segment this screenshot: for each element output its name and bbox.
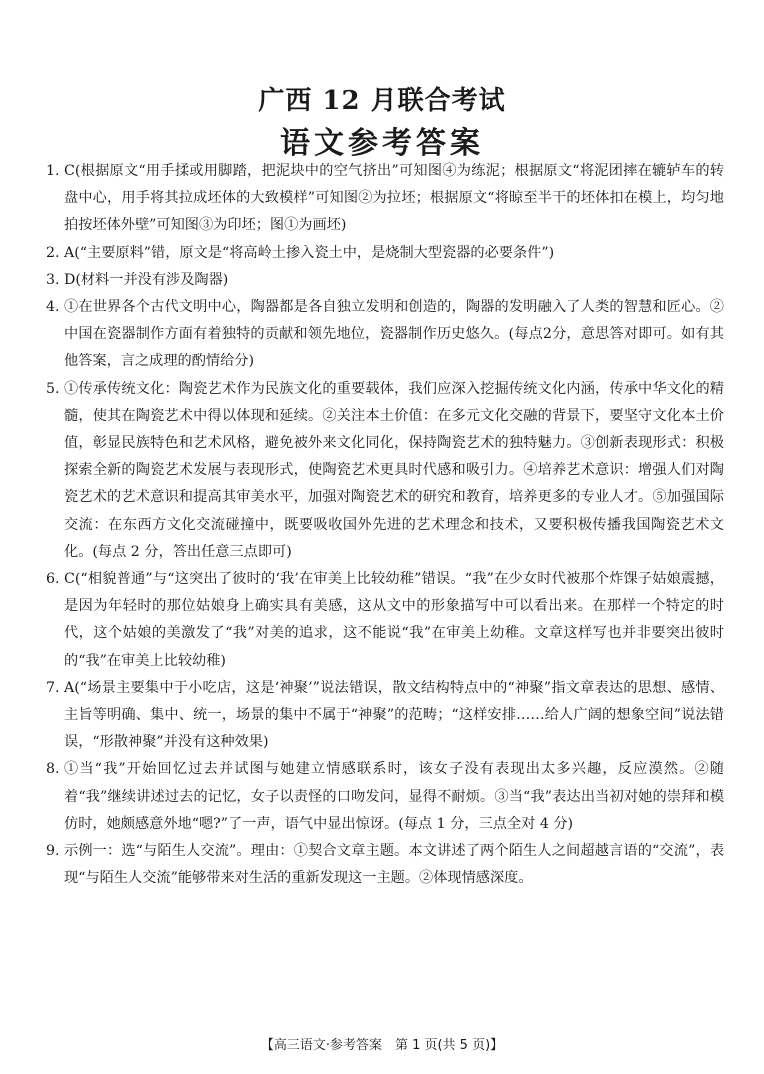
answer-number: 3. — [46, 271, 60, 288]
answer-item-7 — [46, 675, 724, 757]
answer-number: 5. — [46, 380, 60, 397]
answer-number: 1. — [46, 163, 60, 179]
answer-number: 4. — [46, 299, 60, 316]
answer-text: 示例一：选“与陌生人交流”。理由：①契合文章主题。本文讲述了两个陌生人之间超越言语的“交流”，表现“与陌生人交流”能够带来对生活的重新发现这一主题。②体现情感深度。 — [64, 843, 725, 887]
answer-number: 2. — [46, 244, 60, 261]
answer-item-4 — [46, 294, 724, 376]
answer-text: C(根据原文“用手揉或用脚踏，把泥块中的空气挤出”可知图④为练泥；根据原文“将泥团摔在辘轳车的转盘中心，用手将其拉成坯体的大致模样”可知图②为拉坯；根据原文“将晾至半干的坯体扣在模上，均匀地拍按坯体外壁”可知图③为印坯；图①为画坯) — [64, 163, 724, 234]
answer-text: C(“相貌普通”与“这突出了彼时的‘我’在审美上比较幼稚”错误。“我”在少女时代被那个炸馃子姑娘震撼，是因为年轻时的那位姑娘身上确实具有美感，这从文中的形象描写中可以看出来。在那样一个特定的时代，这个姑娘的美激发了“我”对美的追求，这不能说“我”在审美上幼稚。文章这样写也并非要突出彼时的“我”在审美上比较幼稚) — [64, 571, 724, 669]
answer-item-3 — [46, 267, 724, 294]
answer-text: A(“主要原料”错，原文是“将高岭土掺入瓷土中，是烧制大型瓷器的必要条件”) — [64, 244, 555, 261]
answer-item-1 — [46, 158, 724, 240]
page-footer: 【高三语文·参考答案 第 1 页(共 5 页)】 — [260, 1038, 504, 1053]
answer-text: ①传承传统文化：陶瓷艺术作为民族文化的重要载体，我们应深入挖掘传统文化内涵，传承中华文化的精髓，使其在陶瓷艺术中得以体现和延续。②关注本土价值：在多元文化交融的背景下，要坚守文化本土价值，彰显民族特色和艺术风格，避免被外来文化同化，保持陶瓷艺术的独特魅力。③创新表现形式：积极探索全新的陶瓷艺术发展与表现形式，使陶瓷艺术更具时代感和吸引力。④培养艺术意识：增强人们对陶瓷艺术的艺术意识和提高其审美水平，加强对陶瓷艺术的研究和教育，培养更多的专业人才。⑤加强国际交流：在东西方文化交流碰撞中，既要吸收国外先进的艺术理念和技术，又要积极传播我国陶瓷艺术文化。(每点 2 分，答出任意三点即可) — [64, 380, 724, 560]
answer-text: D(材料一并没有涉及陶器) — [64, 271, 229, 288]
answer-item-2 — [46, 240, 724, 267]
answer-item-9 — [46, 838, 724, 892]
answer-list — [46, 158, 724, 892]
answer-text: ①当“我”开始回忆过去并试图与她建立情感联系时，该女子没有表现出太多兴趣，反应漠然。②随着“我”继续讲述过去的记忆，女子以责怪的口吻发问，显得不耐烦。③当“我”表达出当初对她的崇拜和模仿时，她颇感意外地“嗯?”了一声，语气中显出惊讶。(每点 1 分，三点全对 4 分) — [64, 761, 725, 832]
answer-key-title: 语文参考答案 — [280, 126, 484, 161]
answer-number: 7. — [46, 679, 60, 696]
answer-text: ①在世界各个古代文明中心，陶器都是各自独立发明和创造的，陶器的发明融入了人类的智慧和匠心。②中国在瓷器制作方面有着独特的贡献和领先地位，瓷器制作历史悠久。(每点2分，意思答对即可。如有其他答案，言之成理的酌情给分) — [64, 299, 724, 370]
answer-number: 9. — [46, 843, 60, 860]
answer-item-5 — [46, 376, 724, 566]
answer-number: 8. — [46, 761, 60, 778]
exam-title: 广西 12 月联合考试 — [258, 86, 506, 116]
answer-number: 6. — [46, 571, 60, 588]
answer-text: A(“场景主要集中于小吃店，这是‘神聚’”说法错误，散文结构特点中的“神聚”指文章表达的思想、感情、主旨等明确、集中、统一，场景的集中不属于“神聚”的范畴；“这样安排……给人广阔的想象空间”说法错误，“形散神聚”并没有这种效果) — [64, 679, 724, 751]
answer-item-8 — [46, 756, 724, 838]
answer-item-6 — [46, 566, 724, 675]
